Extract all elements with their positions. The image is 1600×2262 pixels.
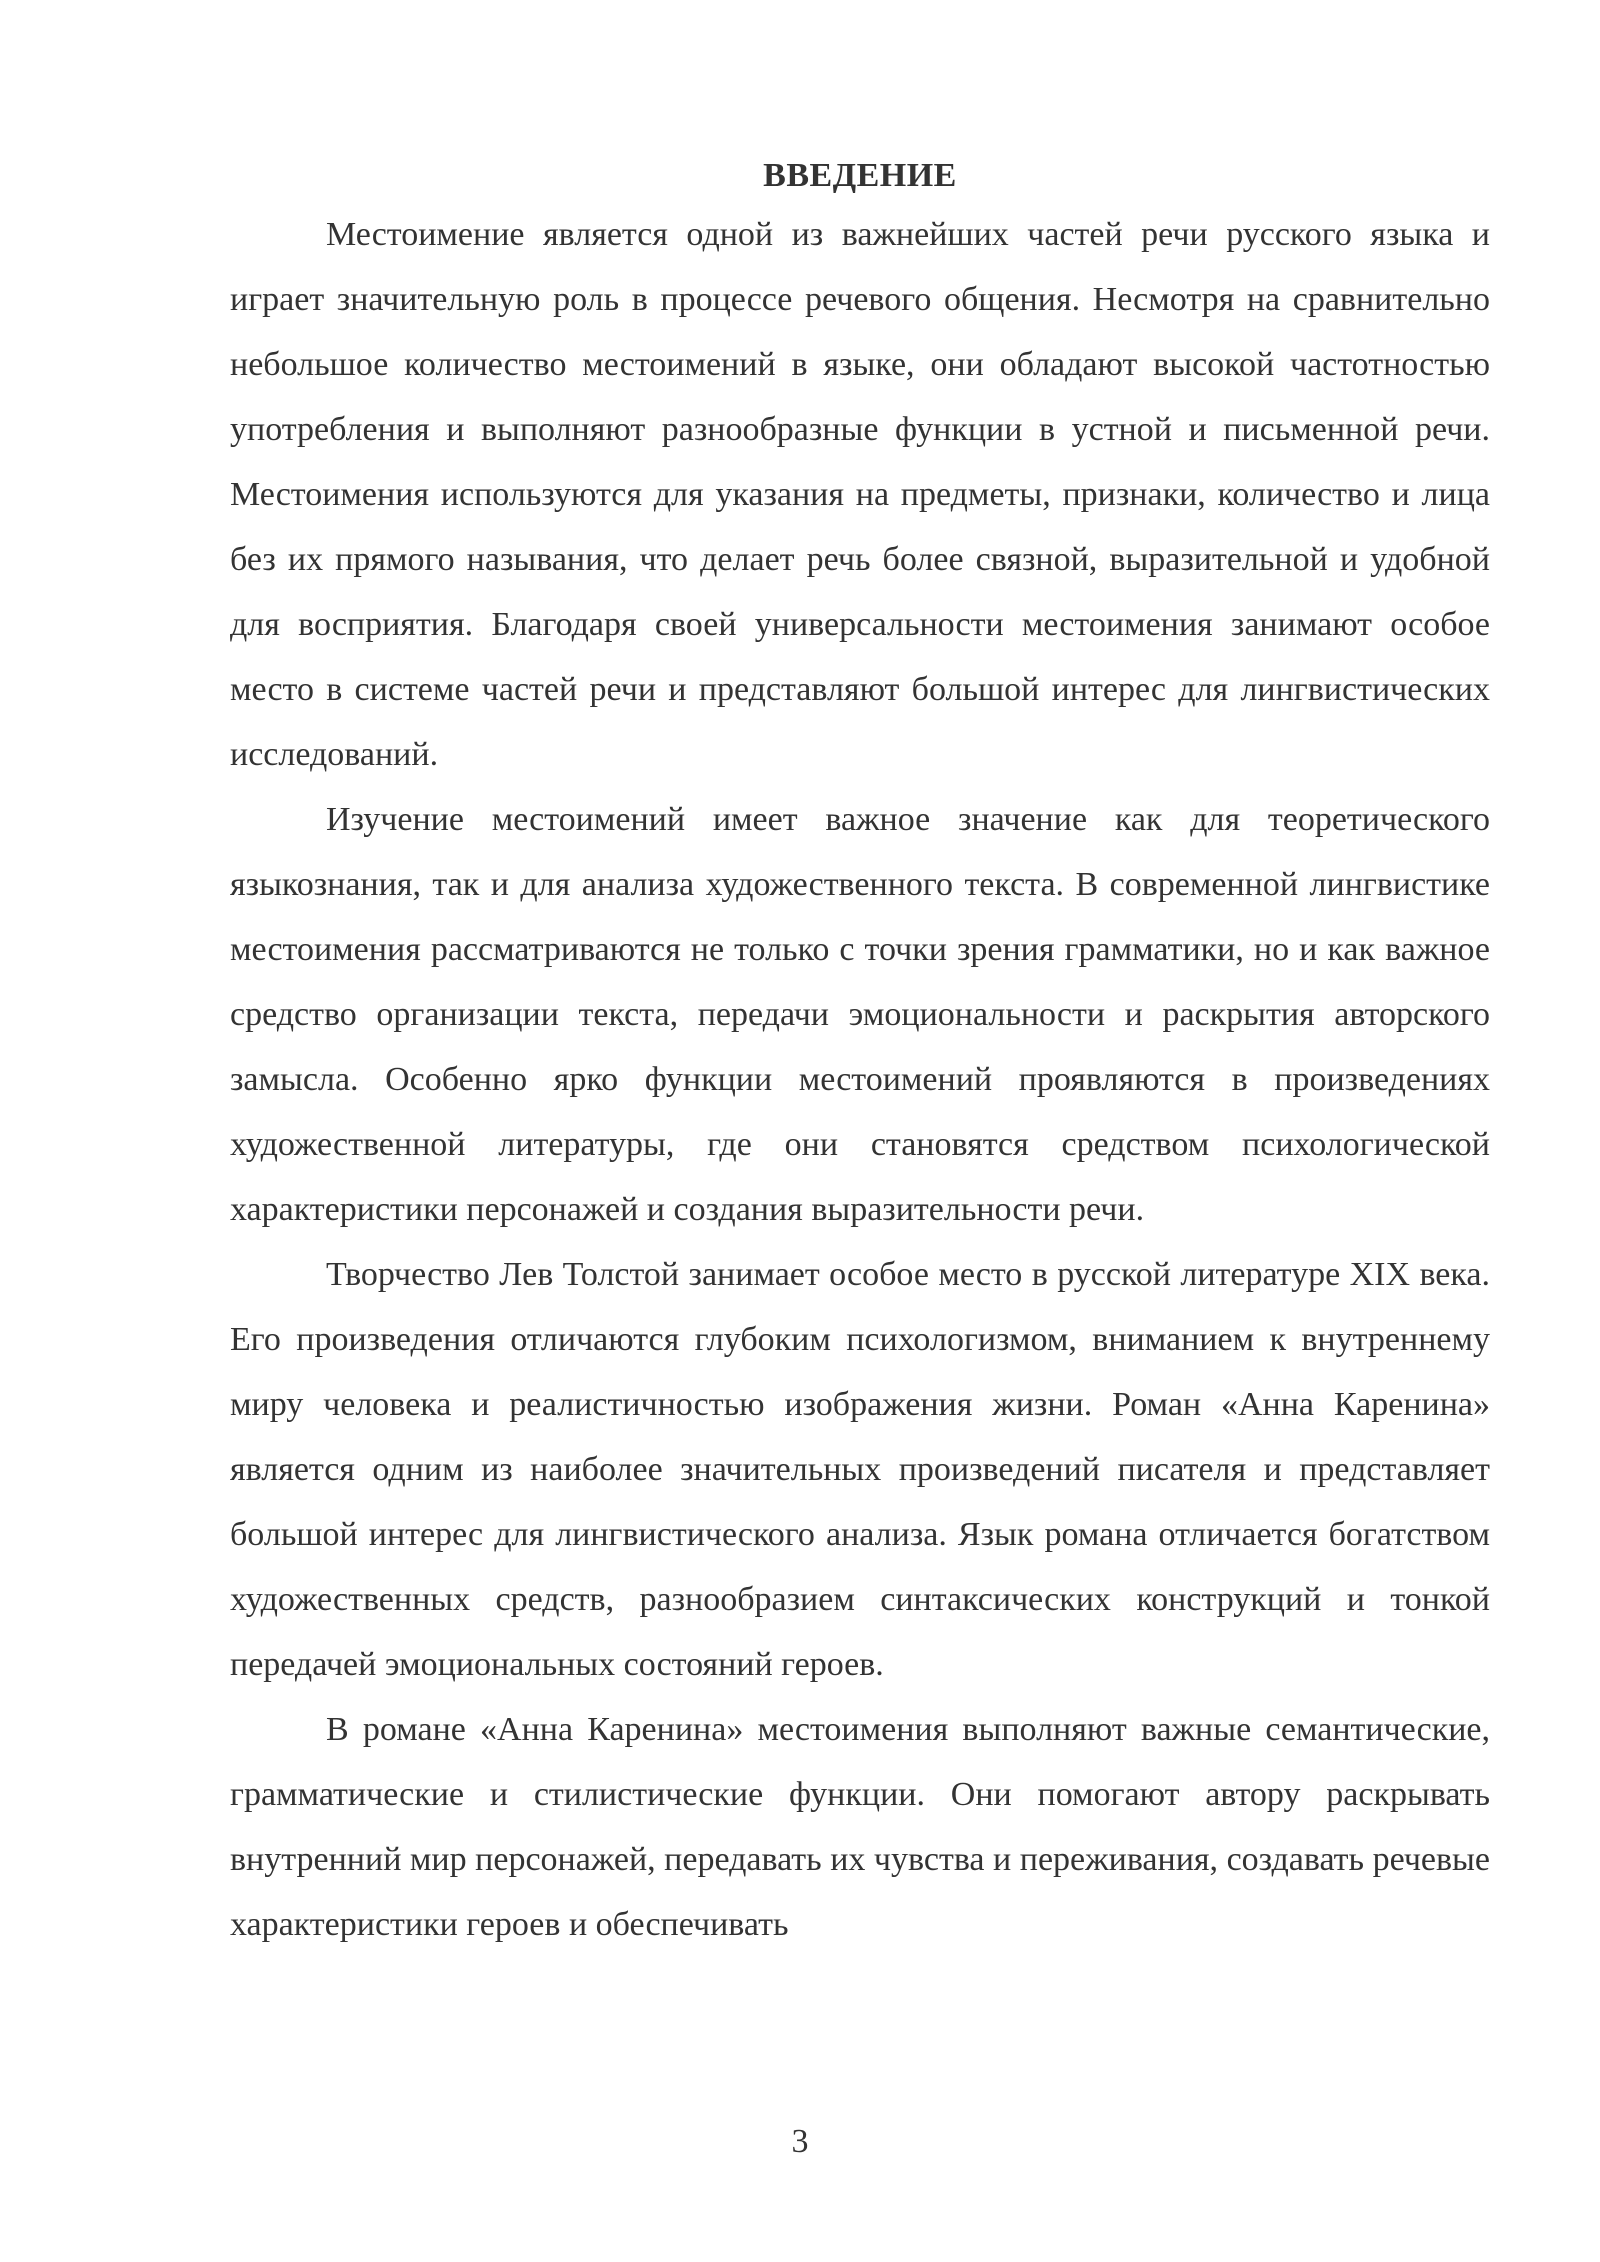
paragraph-2: Изучение местоимений имеет важное значение как для теоретического языкознания, так и для анализа художественного текста. В современной лингвистике местоимения рассматриваются не только с точки зрения грамматики, но и как важное средство организации текста, передачи эмоциональности и раскрытия авторского замысла. Особенно ярко функции местоимений проявляются в произведениях художественной литературы, где они становятся средством психологической характеристики персонажей и создания выразительности речи. xyxy=(230,801,1490,1228)
section-heading: ВВЕДЕНИЕ xyxy=(763,157,957,194)
paragraph-1: Местоимение является одной из важнейших частей речи русского языка и играет значительную роль в процессе речевого общения. Несмотря на сравнительно небольшое количество местоимений в языке, они обладают высокой частотностью употребления и выполняют разнообразные функции в устной и письменной речи. Местоимения используются для указания на предметы, признаки, количество и лица без их прямого называния, что делает речь более связной, выразительной и удобной для восприятия. Благодаря своей универсальности местоимения занимают особое место в системе частей речи и представляют большой интерес для лингвистических исследований. xyxy=(230,216,1490,773)
page-number: 3 xyxy=(791,2123,809,2160)
paragraph-4: В романе «Анна Каренина» местоимения выполняют важные семантические, грамматические и стилистические функции. Они помогают автору раскрывать внутренний мир персонажей, передавать их чувства и переживания, создавать речевые характеристики героев и обеспечивать xyxy=(230,1711,1490,1943)
paragraph-3: Творчество Лев Толстой занимает особое место в русской литературе XIX века. Его произведения отличаются глубоким психологизмом, вниманием к внутреннему миру человека и реалистичностью изображения жизни. Роман «Анна Каренина» является одним из наиболее значительных произведений писателя и представляет большой интерес для лингвистического анализа. Язык романа отличается богатством художественных средств, разнообразием синтаксических конструкций и тонкой передачей эмоциональных состояний героев. xyxy=(230,1256,1490,1683)
page-content xyxy=(230,150,1490,1957)
